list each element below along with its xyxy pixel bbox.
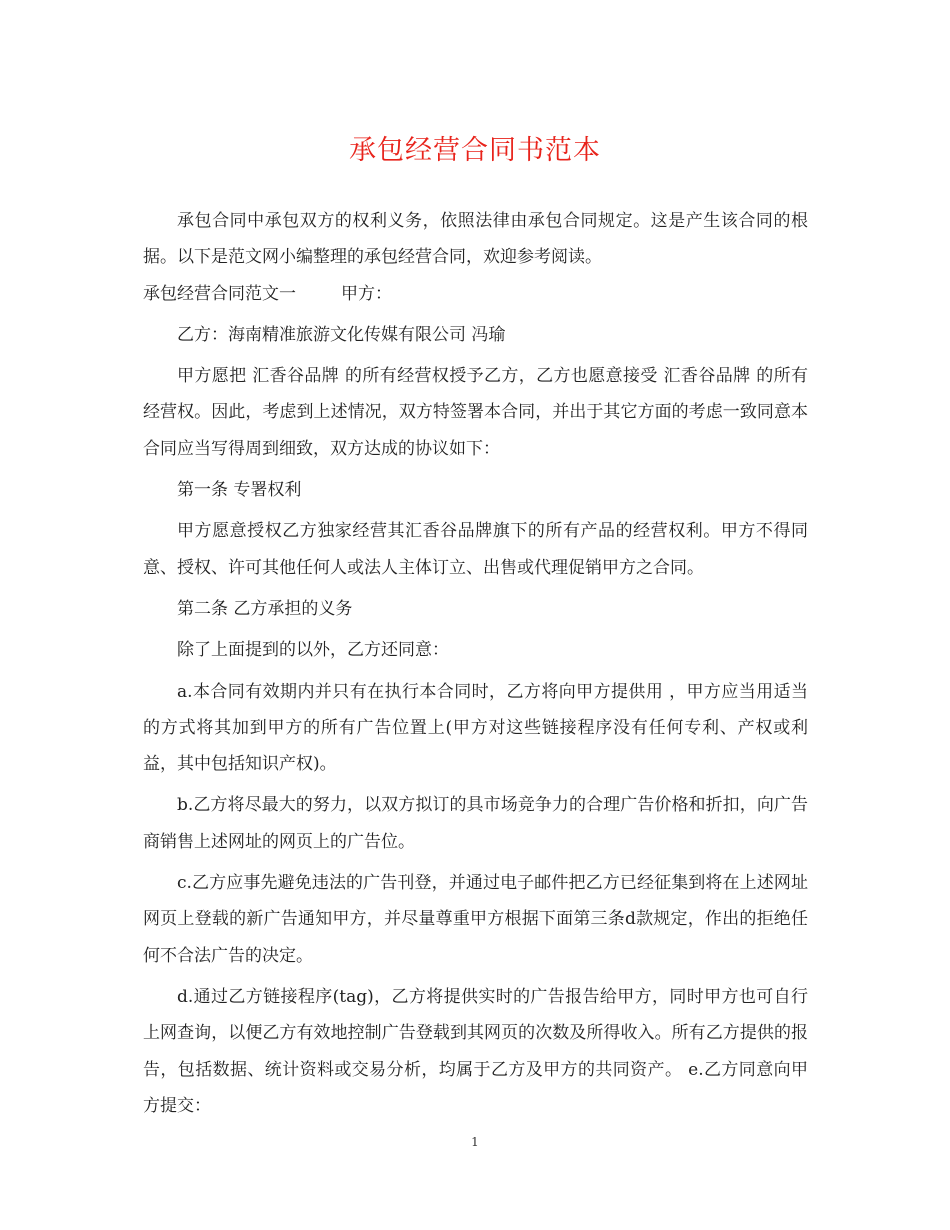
article2-title: 第二条 乙方承担的义务 (177, 598, 353, 619)
party-a-label: 甲方： (341, 283, 392, 304)
sample-heading: 承包经营合同范文一 (143, 283, 296, 304)
page-number: 1 (471, 1135, 479, 1149)
item-b-paragraph: b.乙方将尽最大的努力，以双方拟订的具市场竞争力的合理广告价格和折扣，向广告商销售上述网址的网页上的广告位。 (143, 795, 808, 852)
document-title: 承包经营合同书范本 (349, 135, 601, 166)
intro-paragraph: 承包合同中承包双方的权利义务，依照法律由承包合同规定。这是产生该合同的根据。以下是范文网小编整理的承包经营合同，欢迎参考阅读。 (143, 211, 808, 268)
party-b-paragraph: 乙方：海南精准旅游文化传媒有限公司 冯瑜 (177, 324, 506, 345)
document-body (143, 203, 808, 1124)
item-c-paragraph: c.乙方应事先避免违法的广告刊登，并通过电子邮件把乙方已经征集到将在上述网址网页上登载的新广告通知甲方，并尽量尊重甲方根据下面第三条d款规定，作出的拒绝任何不合法广告的决定。 (143, 873, 808, 966)
item-a-paragraph: a.本合同有效期内并只有在执行本合同时，乙方将向甲方提供用 ，甲方应当用适当的方式将其加到甲方的所有广告位置上(甲方对这些链接程序没有任何专利、产权或利益，其中包括知识产权)。 (143, 681, 808, 775)
article1-body: 甲方愿意授权乙方独家经营其汇香谷品牌旗下的所有产品的经营权利。甲方不得同意、授权、许可其他任何人或法人主体订立、出售或代理促销甲方之合同。 (143, 521, 808, 578)
article1-title: 第一条 专署权利 (177, 480, 302, 501)
item-d-paragraph: d.通过乙方链接程序(tag)，乙方将提供实时的广告报告给甲方，同时甲方也可自行上网查询，以便乙方有效地控制广告登载到其网页的次数及所得收入。所有乙方提供的报告，包括数据、统计资料或交易分析，均属于乙方及甲方的共同资产。 e.乙方同意向甲方提交： (143, 986, 808, 1116)
article2-intro: 除了上面提到的以外，乙方还同意： (177, 640, 449, 661)
grant-paragraph: 甲方愿把 汇香谷品牌 的所有经营权授予乙方，乙方也愿意接受 汇香谷品牌 的所有经营权。因此，考虑到上述情况，双方特签署本合同，并出于其它方面的考虑一致同意本合同应当写得周到细致，双方达成的协议如下： (143, 366, 808, 459)
sample-heading-line (143, 276, 808, 312)
